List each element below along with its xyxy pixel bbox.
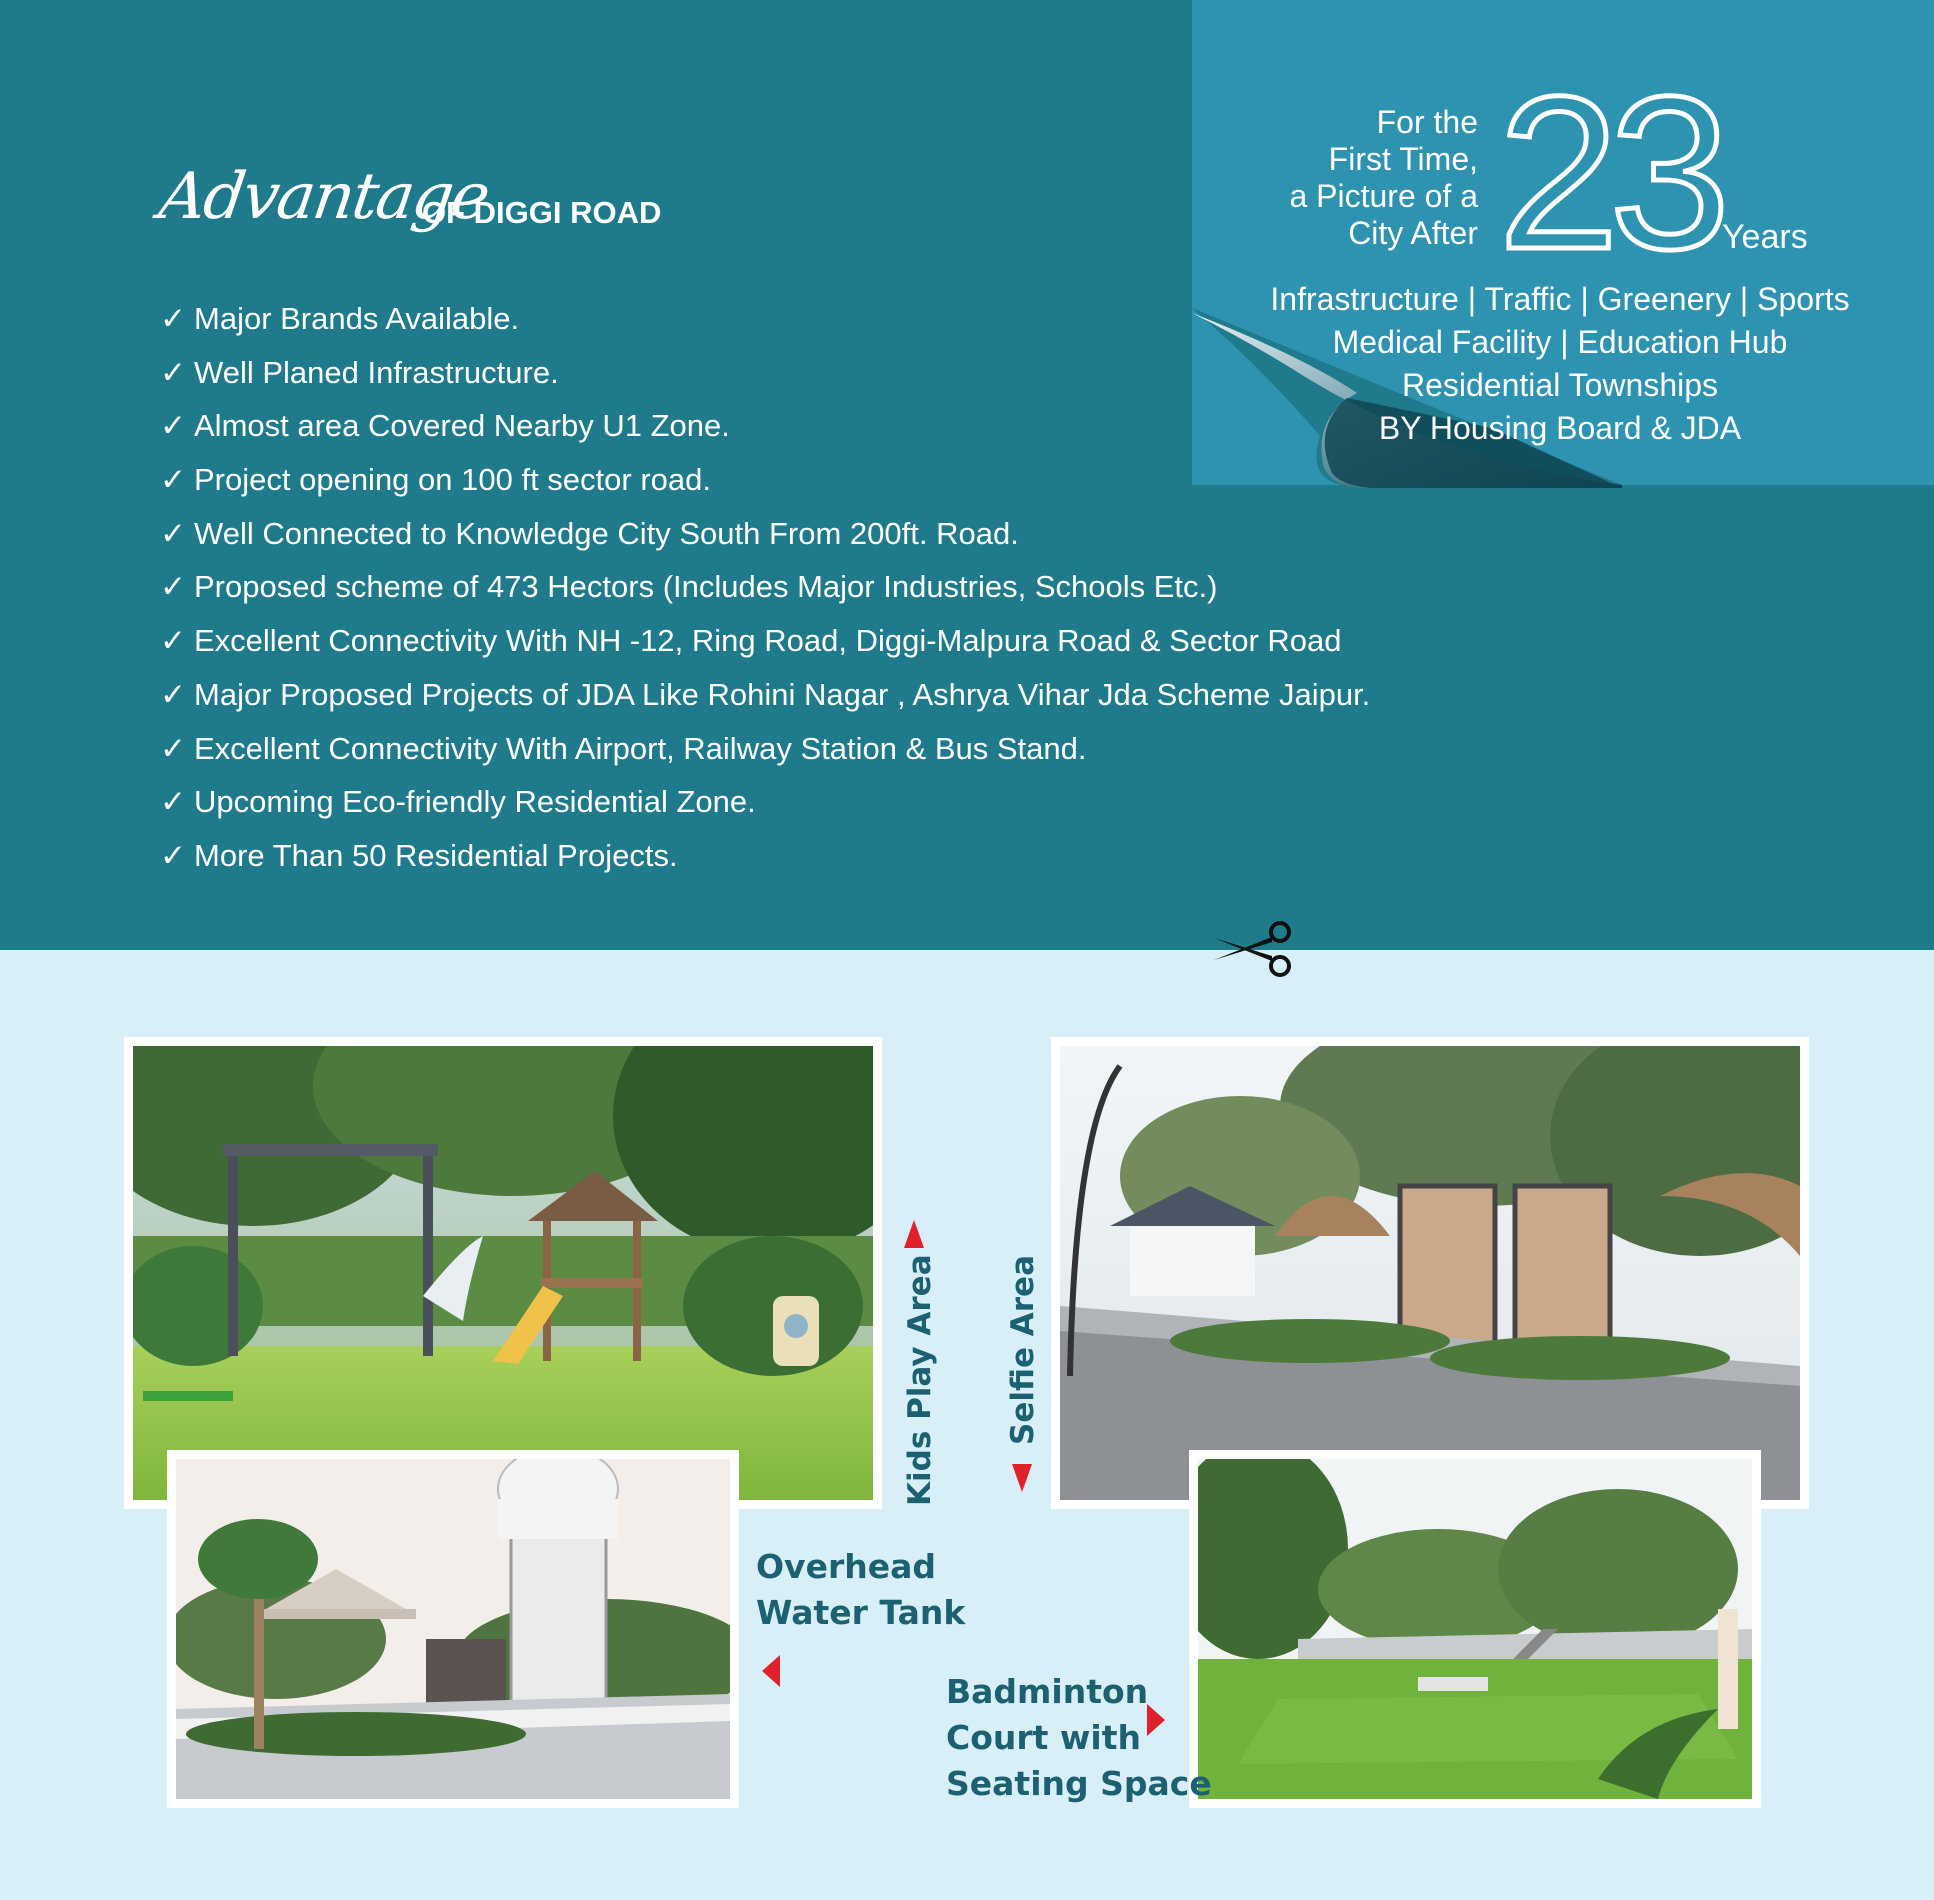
selfie-area-label: Selfie Area (1005, 1255, 1041, 1445)
water-tank-photo (167, 1450, 739, 1808)
heading-script: Advantage (154, 160, 493, 234)
tagline-line: First Time, (1328, 141, 1478, 177)
tagline-line: a Picture of a (1289, 178, 1478, 214)
check-icon: ✓ (160, 301, 186, 336)
badminton-court-photo (1189, 1450, 1761, 1808)
list-item: ✓ Excellent Connectivity With Airport, Railway Station & Bus Stand. (160, 728, 1370, 782)
advantages-list (160, 298, 1370, 889)
tagline-line: For the (1376, 104, 1478, 140)
list-item: ✓ Almost area Covered Nearby U1 Zone. (160, 405, 1370, 459)
arrow-up-icon (904, 1220, 924, 1248)
heading-sub: OF DIGGI ROAD (422, 195, 662, 230)
kids-play-label: Kids Play Area (902, 1254, 938, 1506)
corner-tagline (1289, 104, 1478, 252)
feature-line: BY Housing Board & JDA (1378, 410, 1742, 446)
list-item: ✓ More Than 50 Residential Projects. (160, 835, 1370, 889)
list-item: ✓ Well Planed Infrastructure. (160, 352, 1370, 406)
scissors-icon (1212, 920, 1294, 980)
list-item: ✓ Major Proposed Projects of JDA Like Rohini Nagar , Ashrya Vihar Jda Scheme Jaipur. (160, 674, 1370, 728)
feature-line: Infrastructure | Traffic | Greenery | Sports (1270, 281, 1850, 317)
list-item: ✓ Excellent Connectivity With NH -12, Ring Road, Diggi-Malpura Road & Sector Road (160, 620, 1370, 674)
badminton-label (946, 1669, 1212, 1807)
water-tank-label (756, 1544, 965, 1636)
check-icon: ✓ (160, 462, 186, 498)
arrow-down-icon (1012, 1464, 1032, 1492)
list-item: ✓ Upcoming Eco-friendly Residential Zone. (160, 781, 1370, 835)
label-line: Water Tank (756, 1593, 966, 1632)
check-icon: ✓ (160, 569, 186, 605)
label-line: Seating Space (946, 1764, 1212, 1803)
check-icon: ✓ (160, 623, 186, 659)
check-icon: ✓ (160, 784, 186, 820)
check-icon: ✓ (160, 408, 186, 444)
feature-line: Residential Townships (1401, 367, 1719, 403)
list-item: ✓ Project opening on 100 ft sector road. (160, 459, 1370, 513)
arrow-left-icon (762, 1655, 780, 1687)
check-icon: ✓ (160, 515, 186, 551)
label-line: Overhead (756, 1547, 936, 1586)
check-icon: ✓ (160, 676, 186, 712)
arrow-right-icon (1147, 1704, 1165, 1736)
selfie-area-photo (1051, 1037, 1809, 1509)
label-line: Court with (946, 1718, 1141, 1757)
feature-line: Medical Facility | Education Hub (1332, 324, 1788, 360)
check-icon: ✓ (160, 837, 186, 873)
list-item: ✓ Proposed scheme of 473 Hectors (Includes Major Industries, Schools Etc.) (160, 566, 1370, 620)
years-number: 23 (1498, 52, 1721, 295)
list-item: ✓ Major Brands Available. (160, 298, 1370, 352)
check-icon: ✓ (160, 730, 186, 766)
list-item: ✓ Well Connected to Knowledge City South From 200ft. Road. (160, 513, 1370, 567)
label-line: Badminton (946, 1672, 1149, 1711)
check-icon: ✓ (160, 354, 186, 390)
tagline-line: City After (1348, 215, 1478, 251)
kids-play-photo (124, 1037, 882, 1509)
years-label: Years (1722, 218, 1808, 256)
